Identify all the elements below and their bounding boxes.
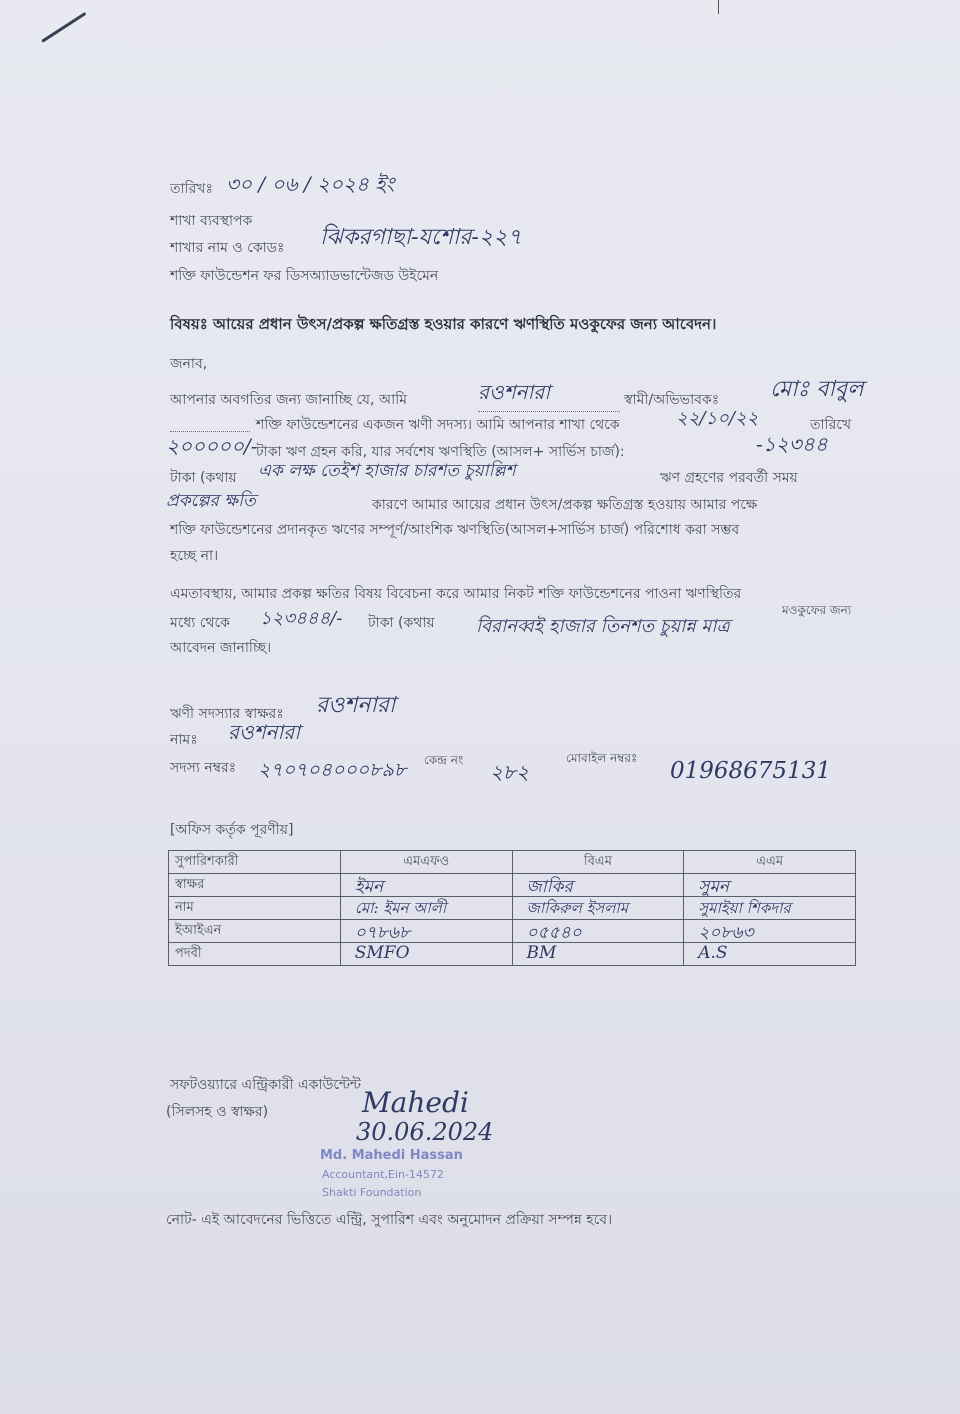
para1-line5-text: কারণে আমার আয়ের প্রধান উৎস/প্রকল্প ক্ষতিগ্রস্ত হওয়ায় আমার পক্ষে bbox=[372, 497, 758, 513]
name-mfo: মো: ইমন আলী bbox=[354, 899, 447, 917]
center-label: কেন্দ্র নং bbox=[424, 753, 464, 767]
subject-line: বিষয়ঃ আয়ের প্রধান উৎস/প্রকল্প ক্ষতিগ্রস্ত হওয়ার কারণে ঋণস্থিতি মওকুফের জন্য আবেদন। bbox=[170, 315, 717, 333]
para2-line2-prefix: মধ্যে থেকে bbox=[170, 615, 230, 631]
edge-mark bbox=[718, 0, 719, 14]
name-am: সুমাইয়া শিকদার bbox=[698, 899, 791, 917]
ein-am: ২০৮৬৩ bbox=[698, 923, 754, 943]
guardian-label: স্বামী/অভিভাবকঃ bbox=[624, 392, 720, 408]
para2-words-label: টাকা (কথায় bbox=[368, 615, 435, 631]
table-header-cell: এএম bbox=[684, 851, 856, 874]
loan-date: ২২/১০/২২ bbox=[676, 408, 759, 429]
row-label: ইআইএন bbox=[169, 920, 341, 943]
name-bm: জাকিরুল ইসলাম bbox=[526, 899, 629, 917]
table-header-cell: বিএম bbox=[512, 851, 684, 874]
designation-am: A.S bbox=[698, 943, 728, 963]
member-signature-label: ঋণী সদস্যার স্বাক্ষরঃ bbox=[170, 706, 284, 722]
member-id-label: সদস্য নম্বরঃ bbox=[170, 760, 237, 776]
table-row bbox=[169, 920, 856, 943]
ein-bm: ০৫৫৪০ bbox=[526, 923, 582, 943]
loan-amount: ২০০০০০/- bbox=[166, 434, 258, 458]
signature-bm: জাকির bbox=[526, 877, 573, 897]
center-number: ২৮২ bbox=[490, 760, 529, 784]
stamp-organization: Shakti Foundation bbox=[322, 1186, 422, 1199]
row-label: নাম bbox=[169, 897, 341, 920]
applicant-name: রওশনারা bbox=[478, 378, 620, 412]
pen-stroke-mark bbox=[41, 12, 86, 43]
recommendation-table bbox=[168, 850, 856, 966]
table-row bbox=[169, 943, 856, 966]
para2-line1-text: এমতাবস্থায়, আমার প্রকল্প ক্ষতির বিষয় বিবেচনা করে আমার নিকট শক্তি ফাউন্ডেশনের পাওনা ঋণস্থিতির bbox=[170, 586, 742, 602]
accountant-title: সফটওয়্যারে এন্ট্রিকারী একাউন্টেন্ট bbox=[170, 1077, 362, 1093]
para1-date-suffix: তারিখে bbox=[810, 417, 852, 433]
mobile-label: মোবাইল নম্বরঃ bbox=[566, 751, 638, 765]
salutation: জনাব, bbox=[170, 356, 208, 372]
table-cell bbox=[684, 874, 856, 897]
table-cell bbox=[512, 920, 684, 943]
para2-line3-text: আবেদন জানাচ্ছি। bbox=[170, 640, 272, 656]
para1-line4-prefix: টাকা (কথায় bbox=[170, 470, 237, 486]
footnote: নোট- এই আবেদনের ভিত্তিতে এন্ট্রি, সুপারিশ এবং অনুমোদন প্রক্রিয়া সম্পন্ন হবে। bbox=[166, 1212, 613, 1228]
member-name-label: নামঃ bbox=[170, 732, 198, 748]
organization-name: শক্তি ফাউন্ডেশন ফর ডিসঅ্যাডভান্টেজড উইমেন bbox=[170, 268, 439, 284]
member-name: রওশনারা bbox=[228, 720, 301, 744]
table-cell bbox=[512, 943, 684, 966]
row-label: পদবী bbox=[169, 943, 341, 966]
waiver-amount: ১২৩৪৪৪/- bbox=[260, 608, 343, 629]
table-cell bbox=[684, 920, 856, 943]
table-row bbox=[169, 874, 856, 897]
para1-line3-text: টাকা ঋণ গ্রহন করি, যার সর্বশেষ ঋণস্থিতি (আসল+ সার্ভিস চার্জ): bbox=[256, 444, 625, 460]
dotted-blank bbox=[170, 413, 250, 432]
para1-line6-text: শক্তি ফাউন্ডেশনের প্রদানকৃত ঋণের সম্পূর্ণ/আংশিক ঋণস্থিতি(আসল+সার্ভিস চার্জ) পরিশোধ করা সম্ভব bbox=[170, 522, 740, 538]
table-cell bbox=[684, 897, 856, 920]
ein-mfo: ০৭৮৬৮ bbox=[354, 923, 410, 943]
date-value: ৩০ / ০৬ / ২০২৪ ইং bbox=[226, 172, 395, 196]
branch-name-label: শাখার নাম ও কোডঃ bbox=[170, 240, 285, 256]
guardian-name: মোঃ বাবুল bbox=[770, 377, 864, 402]
table-cell bbox=[340, 897, 512, 920]
table-header-cell: সুপারিশকারী bbox=[169, 851, 341, 874]
branch-name-value: ঝিকরগাছা-যশোর-২২৭ bbox=[320, 225, 522, 250]
office-use-label: [অফিস কর্তৃক পূরণীয়] bbox=[170, 822, 294, 838]
table-cell bbox=[340, 874, 512, 897]
accountant-seal-note: (সিলসহ ও স্বাক্ষর) bbox=[166, 1104, 269, 1120]
designation-mfo: SMFO bbox=[354, 943, 410, 963]
accountant-signature: Mahedi bbox=[362, 1086, 469, 1119]
balance-in-words: এক লক্ষ তেইশ হাজার চারশত চুয়াল্লিশ bbox=[258, 461, 516, 481]
mobile-number: 01968675131 bbox=[670, 758, 831, 784]
row-label: স্বাক্ষর bbox=[169, 874, 341, 897]
table-cell bbox=[512, 897, 684, 920]
para1-line1-text: আপনার অবগতির জন্য জানাচ্ছি যে, আমি bbox=[170, 392, 408, 408]
accountant-sign-date: 30.06.2024 bbox=[356, 1118, 494, 1146]
signature-mfo: ইমন bbox=[354, 877, 384, 897]
loss-reason: প্রকল্পের ক্ষতি bbox=[166, 491, 256, 511]
table-header-cell: এমএফও bbox=[340, 851, 512, 874]
table-row bbox=[169, 897, 856, 920]
loan-balance: -১২৩৪৪ bbox=[756, 432, 828, 456]
stamp-name: Md. Mahedi Hassan bbox=[320, 1148, 463, 1163]
member-signature: রওশনারা bbox=[316, 693, 396, 718]
date-label: তারিখঃ bbox=[170, 181, 213, 197]
table-cell bbox=[340, 943, 512, 966]
para1-line7-text: হচ্ছে না। bbox=[170, 548, 219, 564]
designation-bm: BM bbox=[526, 943, 557, 963]
table-cell bbox=[512, 874, 684, 897]
waiver-in-words: বিরানব্বই হাজার তিনশত চুয়ান্ন মাত্র bbox=[476, 616, 730, 637]
table-header-row bbox=[169, 851, 856, 874]
para1-line2-text: শক্তি ফাউন্ডেশনের একজন ঋণী সদস্য। আমি আপনার শাখা থেকে bbox=[256, 417, 620, 433]
para1-line4-suffix: ঋণ গ্রহণের পরবর্তী সময় bbox=[660, 470, 798, 486]
table-cell bbox=[340, 920, 512, 943]
member-id: ২৭০৭০৪০০০৮৯৮ bbox=[258, 759, 407, 781]
stamp-designation: Accountant,Ein-14572 bbox=[322, 1168, 444, 1181]
para2-waiver-suffix: মওকুফের জন্য bbox=[782, 603, 852, 617]
signature-am: সুমন bbox=[698, 877, 730, 897]
branch-manager: শাখা ব্যবস্থাপক bbox=[170, 213, 253, 229]
table-cell bbox=[684, 943, 856, 966]
